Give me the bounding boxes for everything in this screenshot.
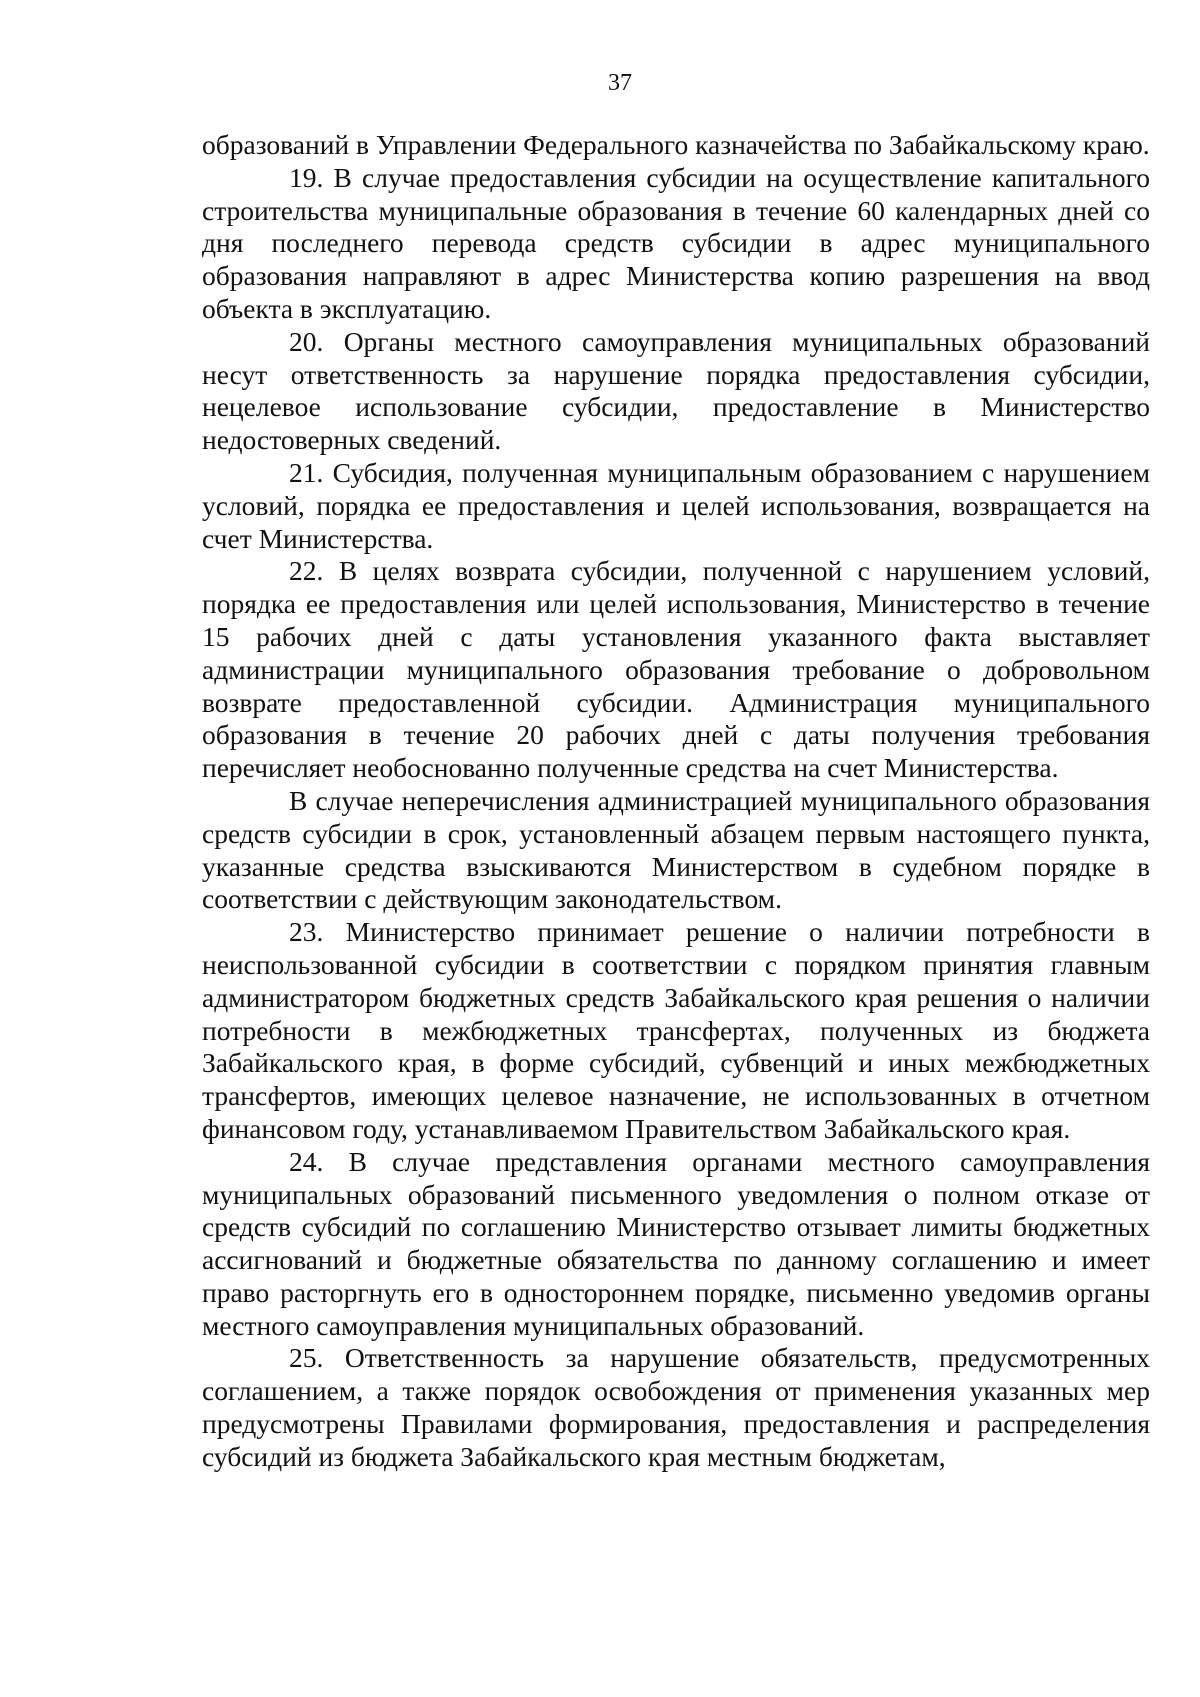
paragraph-22-second: В случае неперечисления администрацией муниципального образования средств субсидии в срок, установленный абзацем первым настоящего пункта, указанные средства взыскиваются Министерством в судебном порядке в соответствии с действующим законодательством.: [202, 784, 1150, 915]
document-body: [202, 129, 1150, 1474]
paragraph-25: 25. Ответственность за нарушение обязательств, предусмотренных соглашением, а также порядок освобождения от применения указанных мер предусмотрены Правилами формирования, предоставления и распределения субсидий из бюджета Забайкальского края местным бюджетам,: [202, 1342, 1150, 1472]
paragraph-24: 24. В случае представления органами местного самоуправления муниципальных образований письменного уведомления о полном отказе от средств субсидий по соглашению Министерство отзывает лимиты бюджетных ассигнований и бюджетные обязательства по данному соглашению и имеет право расторгнуть его в одностороннем порядке, письменно уведомив органы местного самоуправления муниципальных образований.: [202, 1145, 1150, 1341]
paragraph-19: 19. В случае предоставления субсидии на осуществление капитального строительства муниципальные образования в течение 60 календарных дней со дня последнего перевода средств субсидии в адрес муниципального образования направляют в адрес Министерства копию разрешения на ввод объекта в эксплуатацию.: [202, 161, 1150, 324]
paragraph-22: 22. В целях возврата субсидии, полученной с нарушением условий, порядка ее предоставления или целей использования, Министерство в течение 15 рабочих дней с даты установления указанного факта выставляет администрации муниципального образования требование о добровольном возврате предоставленной субсидии. Администрация муниципального образования в течение 20 рабочих дней с даты получения требования перечисляет необоснованно полученные средства на счет Министерства.: [202, 555, 1150, 784]
paragraph-23: 23. Министерство принимает решение о наличии потребности в неиспользованной субсидии в соответствии с порядком принятия главным администратором бюджетных средств Забайкальского края решения о наличии потребности в межбюджетных трансфертах, полученных из бюджета Забайкальского края, в форме субсидий, субвенций и иных межбюджетных трансфертов, имеющих целевое назначение, не использованных в отчетном финансовом году, устанавливаемом Правительством Забайкальского края.: [202, 916, 1150, 1144]
page-number: 37: [608, 70, 632, 96]
paragraph-continuation: образований в Управлении Федерального казначейства по Забайкальскому краю.: [202, 129, 1150, 160]
paragraph-21: 21. Субсидия, полученная муниципальным образованием с нарушением условий, порядка ее предоставления и целей использования, возвращается на счет Министерства.: [202, 456, 1150, 554]
paragraph-20: 20. Органы местного самоуправления муниципальных образований несут ответственность за нарушение порядка предоставления субсидии, нецелевое использование субсидии, предоставление в Министерство недостоверных сведений.: [202, 325, 1150, 456]
